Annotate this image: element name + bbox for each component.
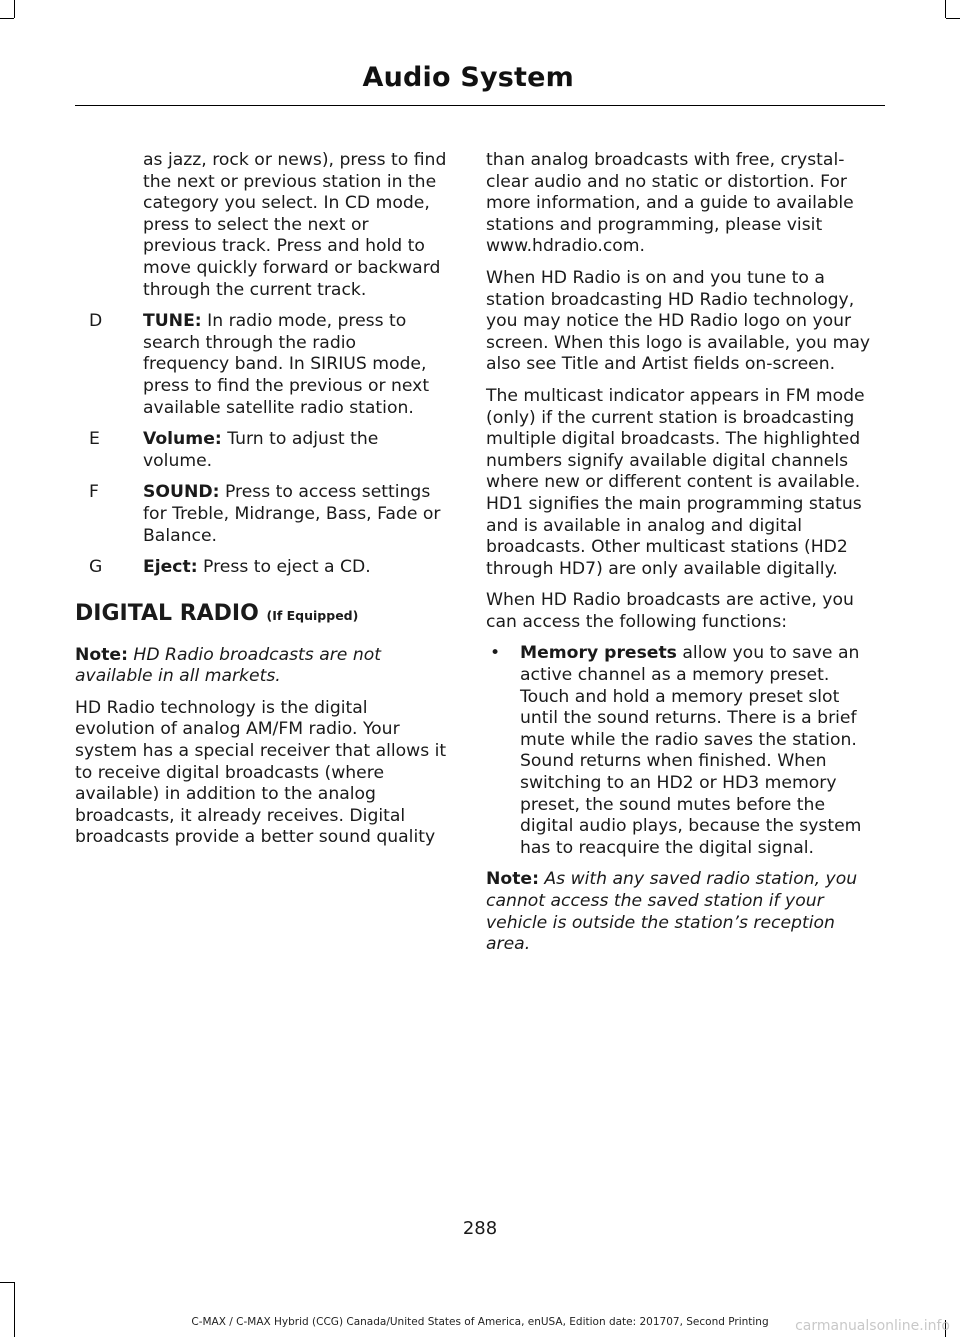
- note-paragraph: [486, 869, 880, 955]
- section-heading: [75, 601, 447, 629]
- body-paragraph: When HD Radio is on and you tune to a station broadcasting HD Radio technology, you may notice the HD Radio logo on your screen. When this logo is available, you may also see Title and Artist fields on-screen.: [486, 267, 871, 375]
- item-label: Eject:: [143, 557, 198, 578]
- body-paragraph: The multicast indicator appears in FM mode (only) if the current station is broadcasting multiple digital broadcasts. The highlighted numbers signify available digital channels where new or different content is available. HD1 signifies the main programming status and is available in analog and digital broadcasts. Other multicast stations (HD2 through HD7) are only available digitally.: [486, 385, 865, 579]
- crop-mark: [945, 0, 946, 18]
- bullet-body: allow you to save an active channel as a memory preset. Touch and hold a memory preset slot until the sound returns. There is a brief mute while the radio saves the station. Sound returns when finished. When switching to an HD2 or HD3 memory preset, the sound mutes before the digital audio plays, because the system has to reacquire the digital signal.: [520, 643, 862, 858]
- continued-item-text: as jazz, rock or news), press to find the next or previous station in the category you select. In CD mode, press to select the next or previous track. Press and hold to move quickly forward or backward through the current track.: [143, 150, 447, 300]
- item-description: [143, 429, 447, 472]
- item-body: In radio mode, press to search through the radio frequency band. In SIRIUS mode, press to find the previous or next available satellite radio station.: [143, 311, 430, 418]
- item-body: Press to eject a CD.: [197, 557, 371, 578]
- crop-mark: [946, 18, 960, 19]
- item-letter: E: [89, 429, 100, 450]
- item-description: [143, 311, 447, 419]
- note-label: Note:: [486, 869, 539, 890]
- watermark-text: carmanualsonline.info: [795, 1318, 950, 1334]
- control-item-d: [75, 311, 447, 419]
- item-body: Turn to adjust the volume.: [143, 429, 379, 471]
- control-item-f: [75, 482, 447, 547]
- crop-mark: [0, 1282, 14, 1283]
- bullet-item: [486, 643, 880, 859]
- crop-mark: [0, 18, 14, 19]
- note-text: As with any saved radio station, you cannot access the saved station if your vehicle is outside the station’s reception area.: [486, 869, 858, 955]
- bullet-text: [520, 643, 880, 859]
- item-label: Volume:: [143, 429, 222, 450]
- bullet-label: Memory presets: [520, 643, 677, 664]
- item-letter: G: [89, 557, 103, 578]
- page-number: 288: [462, 1218, 498, 1239]
- note-paragraph: [75, 645, 447, 688]
- control-item-e: [75, 429, 447, 472]
- section-title: DIGITAL RADIO: [75, 600, 259, 626]
- crop-mark: [14, 1282, 15, 1337]
- crop-mark: [14, 0, 15, 18]
- body-paragraph: than analog broadcasts with free, crystal-clear audio and no static or distortion. For more information, and a guide to available stations and programming, please visit www.hdradio.com.: [486, 150, 854, 257]
- bullet-mark: •: [490, 643, 501, 664]
- left-column: [75, 150, 447, 859]
- section-qualifier: (If Equipped): [266, 607, 359, 623]
- body-paragraph: When HD Radio broadcasts are active, you can access the following functions:: [486, 590, 854, 632]
- item-letter: F: [89, 482, 99, 503]
- item-label: SOUND:: [143, 482, 220, 503]
- page-footer: C-MAX / C-MAX Hybrid (CCG) Canada/United States of America, enUSA, Edition date: 201707, Second Printing: [191, 1316, 769, 1328]
- page-header-title: Audio System: [362, 62, 574, 93]
- control-item-g: [75, 557, 447, 579]
- item-label: TUNE:: [143, 311, 202, 332]
- item-letter: D: [89, 311, 103, 332]
- note-text: HD Radio broadcasts are not available in all markets.: [75, 644, 381, 687]
- body-paragraph: HD Radio technology is the digital evolution of analog AM/FM radio. Your system has a special receiver that allows it to receive digital broadcasts (where available) in addition to the analog broadcasts, it already receives. Digital broadcasts provide a better sound quality: [75, 697, 447, 848]
- item-description: [143, 482, 447, 547]
- item-body: Press to access settings for Treble, Midrange, Bass, Fade or Balance.: [143, 482, 441, 546]
- right-column: [486, 150, 880, 966]
- item-description: [143, 557, 447, 579]
- note-label: Note:: [75, 644, 128, 665]
- header-divider: [75, 105, 885, 106]
